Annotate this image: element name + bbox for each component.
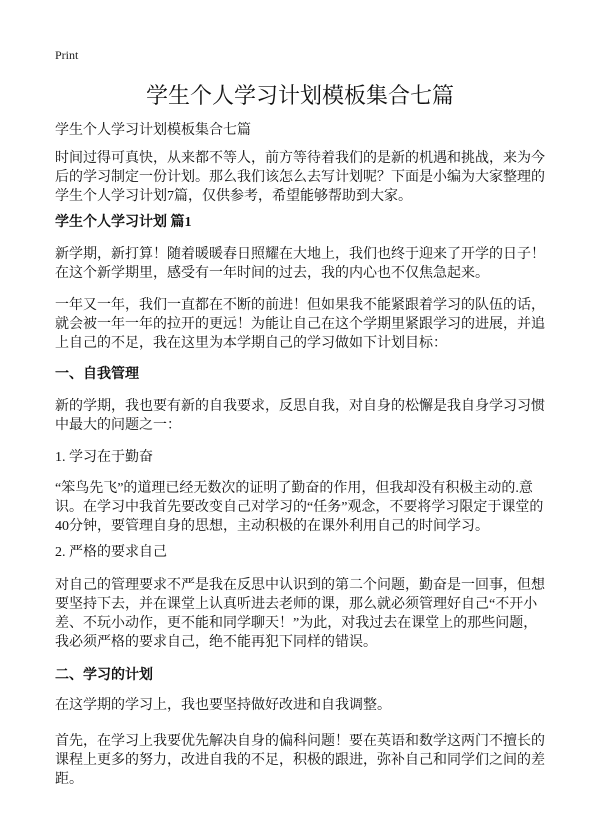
section-heading: 学生个人学习计划 篇1	[55, 215, 192, 230]
list-item-heading: 1. 学习在于勤奋	[55, 450, 153, 465]
paragraph: 在这学期的学习上，我也要坚持做好改进和自我调整。	[55, 698, 391, 713]
paragraph: 新学期，新打算！随着暖暖春日照耀在大地上，我们也终于迎来了开学的日子！在这个新学期里，感受有一年时间的过去，我的内心也不仅焦急起来。	[55, 247, 545, 281]
paragraph: “笨鸟先飞”的道理已经无数次的证明了勤奋的作用，但我却没有积极主动的.意识。在学习中我首先要改变自己对学习的“任务”观念，不要将学习限定于课堂的40分钟，要管理自身的思想，主动积极的在课外利用自己的时间学习。	[55, 481, 544, 534]
paragraph: 对自己的管理要求不严是我在反思中认识到的第二个问题，勤奋是一回事，但想要坚持下去，并在课堂上认真听进去老师的课，那么就必须管理好自己“不开小差、不玩小动作，更不能和同学聊天！”为此，对我过去在课堂上的那些问题，我必须严格的要求自己，绝不能再犯下同样的错误。	[55, 578, 545, 650]
heading-study-plan: 二、学习的计划	[55, 668, 153, 683]
page-title: 学生个人学习计划模板集合七篇	[145, 83, 454, 108]
heading-self-management: 一、自我管理	[55, 367, 139, 382]
subtitle: 学生个人学习计划模板集合七篇	[55, 123, 251, 138]
paragraph: 一年又一年，我们一直都在不断的前进！但如果我不能紧跟着学习的队伍的话，就会被一年一年的拉开的更远！为能让自己在这个学期里紧跟学习的进展，并追上自己的不足，我在这里为本学期自己的学习做如下计划目标：	[55, 298, 545, 351]
intro-paragraph: 时间过得可真快，从来都不等人，前方等待着我们的是新的机遇和挑战，来为今后的学习制定一份计划。那么我们该怎么去写计划呢？下面是小编为大家整理的学生个人学习计划7篇，仅供参考，希望能够帮助到大家。	[55, 151, 545, 204]
paragraph: 首先，在学习上我要优先解决自身的偏科问题！要在英语和数学这两门不擅长的课程上更多的努力，改进自我的不足，积极的跟进，弥补自己和同学们之间的差距。	[55, 734, 545, 787]
list-item-heading: 2. 严格的要求自己	[55, 545, 167, 560]
print-link[interactable]: Print	[55, 48, 79, 62]
paragraph: 新的学期，我也要有新的自我要求，反思自我，对自身的松懈是我自身学习习惯中最大的问题之一：	[55, 399, 545, 433]
